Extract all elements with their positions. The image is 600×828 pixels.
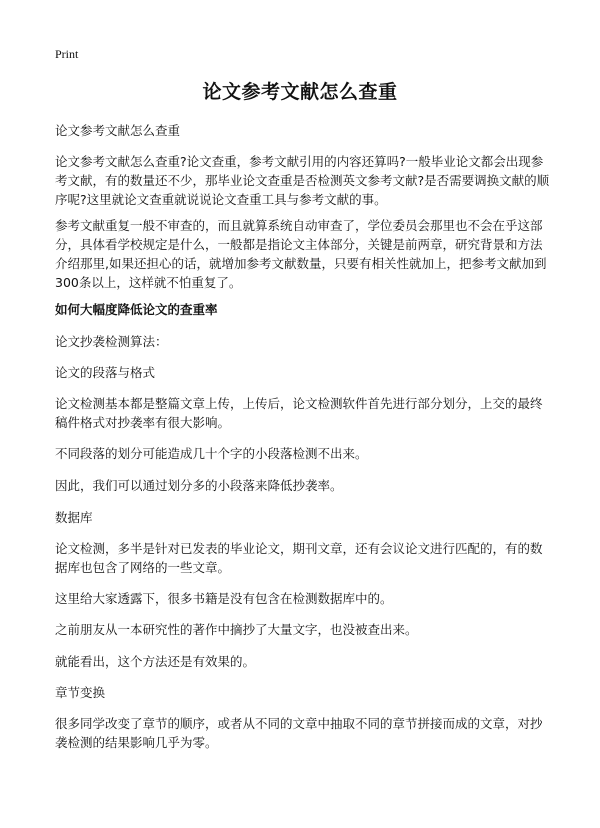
paragraph-reduce-text: 因此，我们可以通过划分多的小段落来降低抄袭率。 [55,478,343,493]
document-subtitle: 论文参考文献怎么查重 [55,123,181,138]
intro-paragraph-2: 参考文献重复一般不审查的，而且就算系统自动审查了，学位委员会那里也不会在乎这部分，具体看学校规定是什么，一般都是指论文主体部分，关键是前两章，研究背景和方法介绍那里,如果还担心的话，就增加参考文献数量，只要有相关性就加上，把参考文献加到300条以上，这样就不怕重复了。 [55,218,547,290]
database-paragraph-4: 就能看出，这个方法还是有效果的。 [55,654,256,669]
section-heading: 如何大幅度降低论文的查重率 [55,302,218,317]
database-paragraph-2: 这里给大家透露下，很多书籍是没有包含在检测数据库中的。 [55,591,393,606]
algorithm-label: 论文抄袭检测算法： [55,334,168,349]
intro-paragraph-1: 论文参考文献怎么查重?论文查重，参考文献引用的内容还算吗?一般毕业论文都会出现参考文献，有的数量还不少，那毕业论文查重是否检测英文参考文献?是否需要调换文献的顺序呢?这里就论文查重就说说论文查重工具与参考文献的事。 [55,154,550,207]
subsection-heading-paragraphs: 论文的段落与格式 [55,365,156,380]
subsection-heading-chapters: 章节变换 [55,685,106,700]
page-title: 论文参考文献怎么查重 [202,81,398,103]
chapters-paragraph-1: 很多同学改变了章节的顺序，或者从不同的文章中抽取不同的章节拼接而成的文章，对抄袭检测的结果影响几乎为零。 [55,716,543,750]
print-label: Print [55,47,79,61]
paragraph-format-text: 论文检测基本都是整篇文章上传，上传后，论文检测软件首先进行部分划分，上交的最终稿件格式对抄袭率有很大影响。 [55,396,543,430]
subsection-heading-database: 数据库 [55,510,93,525]
paragraph-split-text: 不同段落的划分可能造成几十个字的小段落检测不出来。 [55,446,368,461]
database-paragraph-3: 之前朋友从一本研究性的著作中摘抄了大量文字，也没被查出来。 [55,622,418,637]
database-paragraph-1: 论文检测，多半是针对已发表的毕业论文，期刊文章，还有会议论文进行匹配的，有的数据库也包含了网络的一些文章。 [55,541,543,575]
